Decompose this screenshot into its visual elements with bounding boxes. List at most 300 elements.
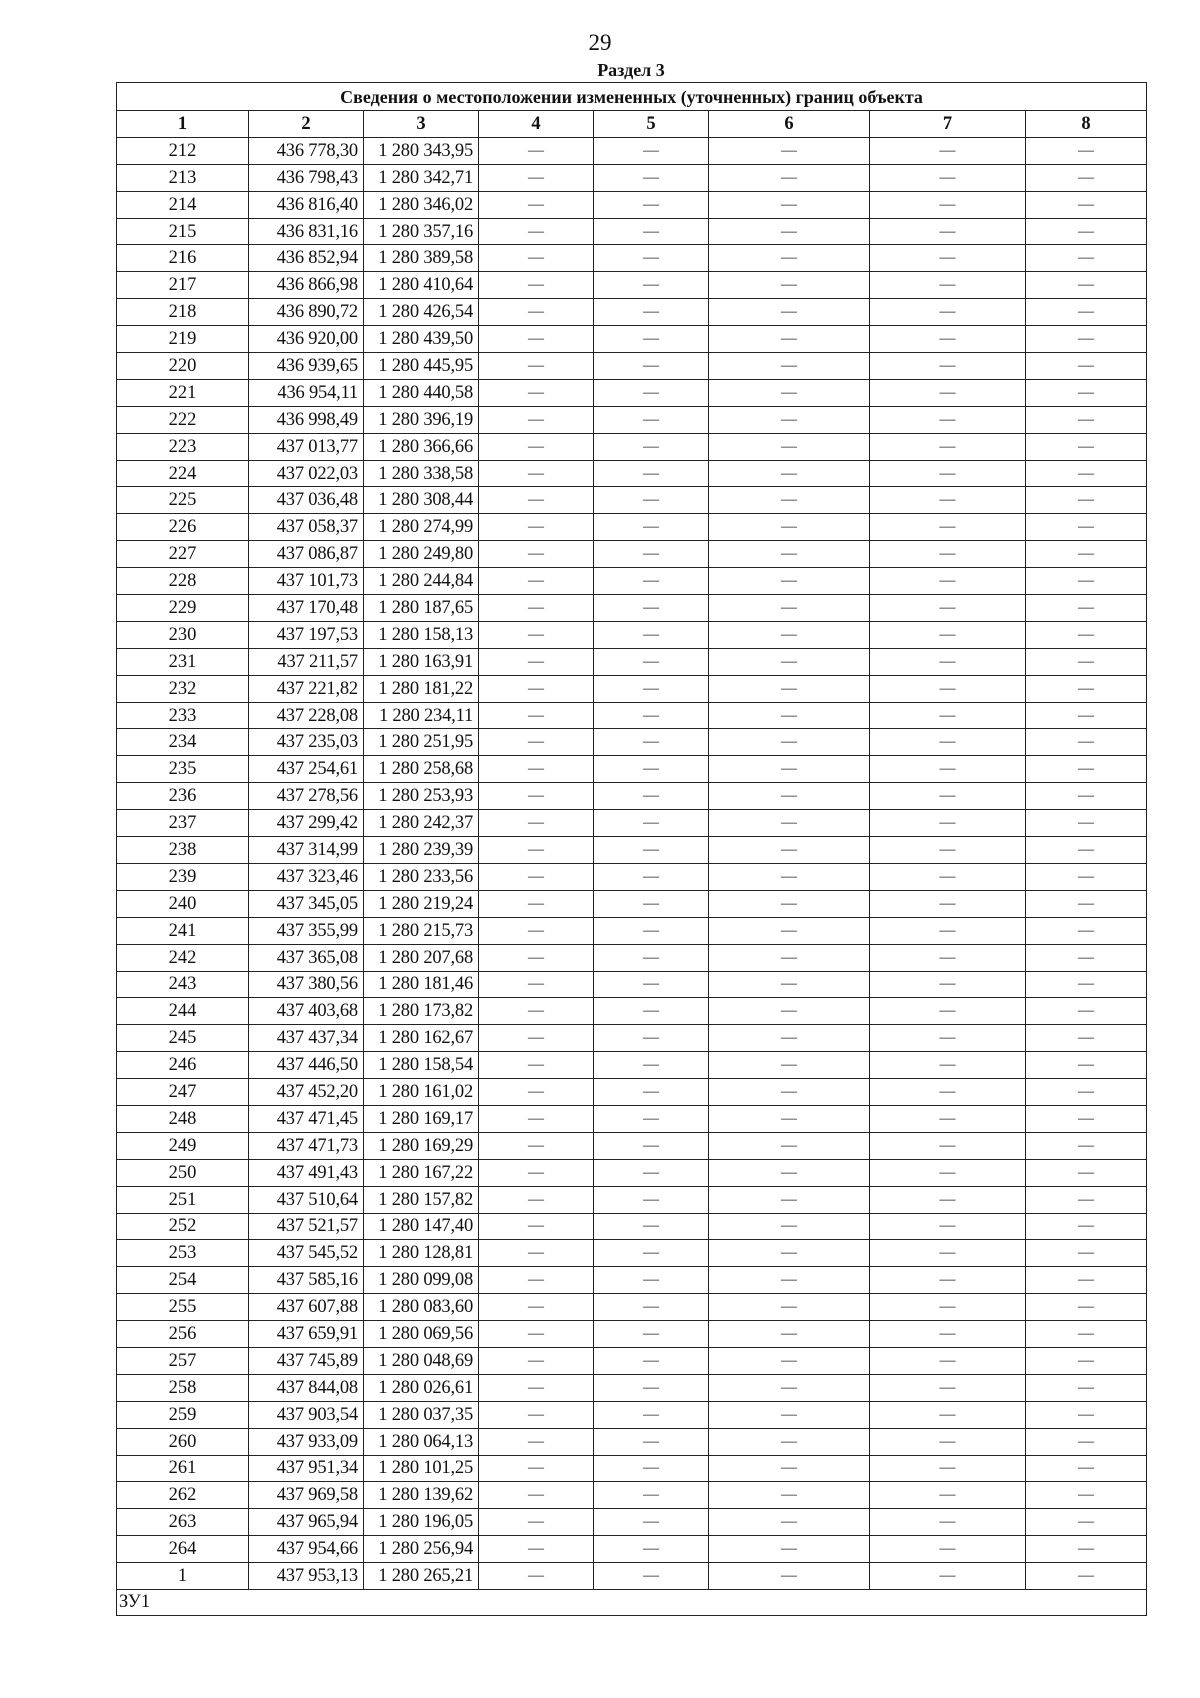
- point-number-cell: 240: [117, 890, 249, 917]
- empty-dash-cell: —: [709, 1294, 870, 1321]
- table-row: [117, 1428, 1147, 1455]
- empty-dash-cell: —: [479, 1347, 594, 1374]
- table-row: [117, 1563, 1147, 1590]
- point-number-cell: 239: [117, 863, 249, 890]
- y-coordinate-cell: 1 280 346,02: [364, 191, 479, 218]
- x-coordinate-cell: 437 844,08: [249, 1374, 364, 1401]
- empty-dash-cell: —: [1026, 756, 1147, 783]
- coordinates-table: [116, 82, 1147, 1616]
- y-coordinate-cell: 1 280 219,24: [364, 890, 479, 917]
- x-coordinate-cell: 437 221,82: [249, 675, 364, 702]
- empty-dash-cell: —: [479, 433, 594, 460]
- table-row: [117, 1536, 1147, 1563]
- empty-dash-cell: —: [594, 1509, 709, 1536]
- table-row: [117, 1213, 1147, 1240]
- table-row: [117, 756, 1147, 783]
- empty-dash-cell: —: [479, 810, 594, 837]
- empty-dash-cell: —: [709, 137, 870, 164]
- x-coordinate-cell: 437 228,08: [249, 702, 364, 729]
- x-coordinate-cell: 436 939,65: [249, 353, 364, 380]
- y-coordinate-cell: 1 280 251,95: [364, 729, 479, 756]
- empty-dash-cell: —: [1026, 1052, 1147, 1079]
- point-number-cell: 233: [117, 702, 249, 729]
- table-row: [117, 1482, 1147, 1509]
- empty-dash-cell: —: [1026, 245, 1147, 272]
- x-coordinate-cell: 437 314,99: [249, 837, 364, 864]
- footer-row: [117, 1589, 1147, 1615]
- empty-dash-cell: —: [870, 487, 1026, 514]
- table-row: [117, 1347, 1147, 1374]
- empty-dash-cell: —: [1026, 1401, 1147, 1428]
- table-row: [117, 783, 1147, 810]
- empty-dash-cell: —: [594, 1159, 709, 1186]
- table-row: [117, 272, 1147, 299]
- x-coordinate-cell: 437 954,66: [249, 1536, 364, 1563]
- y-coordinate-cell: 1 280 187,65: [364, 595, 479, 622]
- empty-dash-cell: —: [1026, 1321, 1147, 1348]
- point-number-cell: 230: [117, 621, 249, 648]
- empty-dash-cell: —: [709, 890, 870, 917]
- empty-dash-cell: —: [594, 379, 709, 406]
- x-coordinate-cell: 436 998,49: [249, 406, 364, 433]
- y-coordinate-cell: 1 280 048,69: [364, 1347, 479, 1374]
- point-number-cell: 263: [117, 1509, 249, 1536]
- empty-dash-cell: —: [870, 756, 1026, 783]
- empty-dash-cell: —: [594, 137, 709, 164]
- column-header: 5: [594, 111, 709, 138]
- y-coordinate-cell: 1 280 396,19: [364, 406, 479, 433]
- point-number-cell: 222: [117, 406, 249, 433]
- y-coordinate-cell: 1 280 158,13: [364, 621, 479, 648]
- empty-dash-cell: —: [479, 164, 594, 191]
- empty-dash-cell: —: [709, 299, 870, 326]
- empty-dash-cell: —: [1026, 1079, 1147, 1106]
- empty-dash-cell: —: [479, 890, 594, 917]
- empty-dash-cell: —: [709, 272, 870, 299]
- table-row: [117, 1240, 1147, 1267]
- empty-dash-cell: —: [870, 1079, 1026, 1106]
- empty-dash-cell: —: [709, 1482, 870, 1509]
- y-coordinate-cell: 1 280 234,11: [364, 702, 479, 729]
- empty-dash-cell: —: [870, 837, 1026, 864]
- empty-dash-cell: —: [870, 1240, 1026, 1267]
- table-row: [117, 568, 1147, 595]
- y-coordinate-cell: 1 280 158,54: [364, 1052, 479, 1079]
- y-coordinate-cell: 1 280 426,54: [364, 299, 479, 326]
- empty-dash-cell: —: [1026, 191, 1147, 218]
- empty-dash-cell: —: [479, 245, 594, 272]
- empty-dash-cell: —: [709, 783, 870, 810]
- y-coordinate-cell: 1 280 181,22: [364, 675, 479, 702]
- empty-dash-cell: —: [594, 998, 709, 1025]
- point-number-cell: 220: [117, 353, 249, 380]
- empty-dash-cell: —: [1026, 1563, 1147, 1590]
- x-coordinate-cell: 437 403,68: [249, 998, 364, 1025]
- empty-dash-cell: —: [1026, 863, 1147, 890]
- empty-dash-cell: —: [479, 1159, 594, 1186]
- table-row: [117, 137, 1147, 164]
- empty-dash-cell: —: [709, 406, 870, 433]
- empty-dash-cell: —: [479, 1321, 594, 1348]
- empty-dash-cell: —: [870, 245, 1026, 272]
- y-coordinate-cell: 1 280 162,67: [364, 1025, 479, 1052]
- y-coordinate-cell: 1 280 064,13: [364, 1428, 479, 1455]
- empty-dash-cell: —: [479, 971, 594, 998]
- x-coordinate-cell: 437 659,91: [249, 1321, 364, 1348]
- x-coordinate-cell: 437 933,09: [249, 1428, 364, 1455]
- x-coordinate-cell: 437 585,16: [249, 1267, 364, 1294]
- column-header: 2: [249, 111, 364, 138]
- empty-dash-cell: —: [479, 1294, 594, 1321]
- empty-dash-cell: —: [594, 1025, 709, 1052]
- empty-dash-cell: —: [870, 1482, 1026, 1509]
- empty-dash-cell: —: [594, 729, 709, 756]
- point-number-cell: 227: [117, 541, 249, 568]
- empty-dash-cell: —: [479, 137, 594, 164]
- empty-dash-cell: —: [709, 460, 870, 487]
- empty-dash-cell: —: [870, 971, 1026, 998]
- empty-dash-cell: —: [1026, 460, 1147, 487]
- empty-dash-cell: —: [1026, 272, 1147, 299]
- x-coordinate-cell: 437 345,05: [249, 890, 364, 917]
- x-coordinate-cell: 437 380,56: [249, 971, 364, 998]
- empty-dash-cell: —: [1026, 1374, 1147, 1401]
- empty-dash-cell: —: [870, 595, 1026, 622]
- empty-dash-cell: —: [1026, 944, 1147, 971]
- empty-dash-cell: —: [870, 810, 1026, 837]
- empty-dash-cell: —: [1026, 1509, 1147, 1536]
- empty-dash-cell: —: [709, 164, 870, 191]
- table-row: [117, 702, 1147, 729]
- table-row: [117, 1321, 1147, 1348]
- empty-dash-cell: —: [870, 433, 1026, 460]
- point-number-cell: 1: [117, 1563, 249, 1590]
- table-row: [117, 648, 1147, 675]
- table-row: [117, 1025, 1147, 1052]
- table-row: [117, 944, 1147, 971]
- y-coordinate-cell: 1 280 357,16: [364, 218, 479, 245]
- y-coordinate-cell: 1 280 069,56: [364, 1321, 479, 1348]
- empty-dash-cell: —: [594, 1240, 709, 1267]
- empty-dash-cell: —: [594, 326, 709, 353]
- table-row: [117, 514, 1147, 541]
- point-number-cell: 260: [117, 1428, 249, 1455]
- empty-dash-cell: —: [870, 998, 1026, 1025]
- point-number-cell: 221: [117, 379, 249, 406]
- empty-dash-cell: —: [870, 1052, 1026, 1079]
- empty-dash-cell: —: [709, 1374, 870, 1401]
- y-coordinate-cell: 1 280 256,94: [364, 1536, 479, 1563]
- empty-dash-cell: —: [594, 917, 709, 944]
- x-coordinate-cell: 437 170,48: [249, 595, 364, 622]
- empty-dash-cell: —: [479, 1186, 594, 1213]
- empty-dash-cell: —: [479, 944, 594, 971]
- empty-dash-cell: —: [594, 863, 709, 890]
- x-coordinate-cell: 437 058,37: [249, 514, 364, 541]
- empty-dash-cell: —: [870, 917, 1026, 944]
- empty-dash-cell: —: [1026, 353, 1147, 380]
- empty-dash-cell: —: [870, 1321, 1026, 1348]
- table-row: [117, 487, 1147, 514]
- empty-dash-cell: —: [479, 1025, 594, 1052]
- empty-dash-cell: —: [1026, 137, 1147, 164]
- empty-dash-cell: —: [709, 326, 870, 353]
- empty-dash-cell: —: [1026, 299, 1147, 326]
- y-coordinate-cell: 1 280 274,99: [364, 514, 479, 541]
- point-number-cell: 245: [117, 1025, 249, 1052]
- point-number-cell: 216: [117, 245, 249, 272]
- table-row: [117, 1401, 1147, 1428]
- empty-dash-cell: —: [870, 702, 1026, 729]
- section-label: Раздел 3: [597, 60, 665, 80]
- empty-dash-cell: —: [709, 1052, 870, 1079]
- empty-dash-cell: —: [479, 568, 594, 595]
- x-coordinate-cell: 436 831,16: [249, 218, 364, 245]
- x-coordinate-cell: 437 969,58: [249, 1482, 364, 1509]
- y-coordinate-cell: 1 280 239,39: [364, 837, 479, 864]
- empty-dash-cell: —: [1026, 379, 1147, 406]
- x-coordinate-cell: 436 954,11: [249, 379, 364, 406]
- point-number-cell: 254: [117, 1267, 249, 1294]
- empty-dash-cell: —: [1026, 406, 1147, 433]
- y-coordinate-cell: 1 280 445,95: [364, 353, 479, 380]
- x-coordinate-cell: 437 452,20: [249, 1079, 364, 1106]
- y-coordinate-cell: 1 280 258,68: [364, 756, 479, 783]
- empty-dash-cell: —: [594, 1563, 709, 1590]
- empty-dash-cell: —: [1026, 1105, 1147, 1132]
- empty-dash-cell: —: [594, 810, 709, 837]
- empty-dash-cell: —: [594, 1374, 709, 1401]
- point-number-cell: 219: [117, 326, 249, 353]
- table-row: [117, 810, 1147, 837]
- empty-dash-cell: —: [479, 1267, 594, 1294]
- table-row: [117, 1105, 1147, 1132]
- empty-dash-cell: —: [1026, 890, 1147, 917]
- empty-dash-cell: —: [594, 1079, 709, 1106]
- empty-dash-cell: —: [709, 568, 870, 595]
- empty-dash-cell: —: [870, 514, 1026, 541]
- empty-dash-cell: —: [594, 1455, 709, 1482]
- point-number-cell: 236: [117, 783, 249, 810]
- empty-dash-cell: —: [870, 1347, 1026, 1374]
- empty-dash-cell: —: [870, 863, 1026, 890]
- empty-dash-cell: —: [709, 1079, 870, 1106]
- table-row: [117, 218, 1147, 245]
- table-row: [117, 675, 1147, 702]
- point-number-cell: 250: [117, 1159, 249, 1186]
- empty-dash-cell: —: [870, 406, 1026, 433]
- empty-dash-cell: —: [709, 514, 870, 541]
- y-coordinate-cell: 1 280 181,46: [364, 971, 479, 998]
- empty-dash-cell: —: [594, 1186, 709, 1213]
- y-coordinate-cell: 1 280 338,58: [364, 460, 479, 487]
- y-coordinate-cell: 1 280 343,95: [364, 137, 479, 164]
- empty-dash-cell: —: [709, 1536, 870, 1563]
- empty-dash-cell: —: [479, 729, 594, 756]
- empty-dash-cell: —: [594, 353, 709, 380]
- y-coordinate-cell: 1 280 308,44: [364, 487, 479, 514]
- point-number-cell: 217: [117, 272, 249, 299]
- empty-dash-cell: —: [870, 1186, 1026, 1213]
- point-number-cell: 238: [117, 837, 249, 864]
- empty-dash-cell: —: [1026, 917, 1147, 944]
- empty-dash-cell: —: [709, 837, 870, 864]
- table-row: [117, 837, 1147, 864]
- y-coordinate-cell: 1 280 244,84: [364, 568, 479, 595]
- empty-dash-cell: —: [1026, 595, 1147, 622]
- table-row: [117, 1159, 1147, 1186]
- empty-dash-cell: —: [709, 998, 870, 1025]
- empty-dash-cell: —: [479, 1374, 594, 1401]
- empty-dash-cell: —: [594, 837, 709, 864]
- empty-dash-cell: —: [709, 1186, 870, 1213]
- x-coordinate-cell: 437 086,87: [249, 541, 364, 568]
- empty-dash-cell: —: [870, 460, 1026, 487]
- column-header: 8: [1026, 111, 1147, 138]
- empty-dash-cell: —: [870, 1428, 1026, 1455]
- empty-dash-cell: —: [479, 702, 594, 729]
- empty-dash-cell: —: [870, 1536, 1026, 1563]
- table-row: [117, 1374, 1147, 1401]
- point-number-cell: 212: [117, 137, 249, 164]
- x-coordinate-cell: 437 365,08: [249, 944, 364, 971]
- empty-dash-cell: —: [1026, 326, 1147, 353]
- column-header: 1: [117, 111, 249, 138]
- empty-dash-cell: —: [479, 514, 594, 541]
- empty-dash-cell: —: [870, 1213, 1026, 1240]
- empty-dash-cell: —: [479, 917, 594, 944]
- x-coordinate-cell: 437 471,45: [249, 1105, 364, 1132]
- point-number-cell: 242: [117, 944, 249, 971]
- y-coordinate-cell: 1 280 167,22: [364, 1159, 479, 1186]
- x-coordinate-cell: 437 254,61: [249, 756, 364, 783]
- empty-dash-cell: —: [870, 1294, 1026, 1321]
- empty-dash-cell: —: [1026, 164, 1147, 191]
- table-row: [117, 406, 1147, 433]
- x-coordinate-cell: 437 022,03: [249, 460, 364, 487]
- y-coordinate-cell: 1 280 128,81: [364, 1240, 479, 1267]
- x-coordinate-cell: 437 607,88: [249, 1294, 364, 1321]
- x-coordinate-cell: 437 437,34: [249, 1025, 364, 1052]
- empty-dash-cell: —: [870, 1374, 1026, 1401]
- y-coordinate-cell: 1 280 026,61: [364, 1374, 479, 1401]
- y-coordinate-cell: 1 280 440,58: [364, 379, 479, 406]
- empty-dash-cell: —: [870, 675, 1026, 702]
- empty-dash-cell: —: [709, 1347, 870, 1374]
- empty-dash-cell: —: [870, 1132, 1026, 1159]
- table-row: [117, 917, 1147, 944]
- table-row: [117, 1186, 1147, 1213]
- y-coordinate-cell: 1 280 139,62: [364, 1482, 479, 1509]
- point-number-cell: 255: [117, 1294, 249, 1321]
- empty-dash-cell: —: [594, 890, 709, 917]
- empty-dash-cell: —: [709, 191, 870, 218]
- empty-dash-cell: —: [479, 379, 594, 406]
- empty-dash-cell: —: [594, 1321, 709, 1348]
- table-row: [117, 729, 1147, 756]
- y-coordinate-cell: 1 280 037,35: [364, 1401, 479, 1428]
- empty-dash-cell: —: [870, 783, 1026, 810]
- table-row: [117, 191, 1147, 218]
- y-coordinate-cell: 1 280 099,08: [364, 1267, 479, 1294]
- point-number-cell: 261: [117, 1455, 249, 1482]
- x-coordinate-cell: 437 951,34: [249, 1455, 364, 1482]
- y-coordinate-cell: 1 280 410,64: [364, 272, 479, 299]
- x-coordinate-cell: 437 491,43: [249, 1159, 364, 1186]
- point-number-cell: 226: [117, 514, 249, 541]
- x-coordinate-cell: 436 816,40: [249, 191, 364, 218]
- empty-dash-cell: —: [870, 379, 1026, 406]
- point-number-cell: 218: [117, 299, 249, 326]
- point-number-cell: 215: [117, 218, 249, 245]
- empty-dash-cell: —: [709, 1509, 870, 1536]
- empty-dash-cell: —: [594, 191, 709, 218]
- empty-dash-cell: —: [870, 1025, 1026, 1052]
- y-coordinate-cell: 1 280 265,21: [364, 1563, 479, 1590]
- empty-dash-cell: —: [709, 648, 870, 675]
- x-coordinate-cell: 437 903,54: [249, 1401, 364, 1428]
- empty-dash-cell: —: [594, 514, 709, 541]
- point-number-cell: 249: [117, 1132, 249, 1159]
- x-coordinate-cell: 437 745,89: [249, 1347, 364, 1374]
- table-title: Сведения о местоположении измененных (уточненных) границ объекта: [117, 83, 1147, 111]
- empty-dash-cell: —: [479, 191, 594, 218]
- column-header: 4: [479, 111, 594, 138]
- page-number: 29: [588, 30, 612, 55]
- empty-dash-cell: —: [1026, 1428, 1147, 1455]
- empty-dash-cell: —: [709, 245, 870, 272]
- empty-dash-cell: —: [479, 487, 594, 514]
- empty-dash-cell: —: [1026, 1240, 1147, 1267]
- point-number-cell: 252: [117, 1213, 249, 1240]
- empty-dash-cell: —: [1026, 218, 1147, 245]
- empty-dash-cell: —: [594, 1052, 709, 1079]
- y-coordinate-cell: 1 280 083,60: [364, 1294, 479, 1321]
- empty-dash-cell: —: [709, 702, 870, 729]
- empty-dash-cell: —: [479, 353, 594, 380]
- empty-dash-cell: —: [1026, 1186, 1147, 1213]
- empty-dash-cell: —: [870, 729, 1026, 756]
- x-coordinate-cell: 437 355,99: [249, 917, 364, 944]
- empty-dash-cell: —: [479, 1105, 594, 1132]
- empty-dash-cell: —: [1026, 648, 1147, 675]
- empty-dash-cell: —: [594, 1428, 709, 1455]
- empty-dash-cell: —: [479, 460, 594, 487]
- empty-dash-cell: —: [594, 218, 709, 245]
- empty-dash-cell: —: [479, 1428, 594, 1455]
- point-number-cell: 225: [117, 487, 249, 514]
- column-header: 3: [364, 111, 479, 138]
- empty-dash-cell: —: [479, 299, 594, 326]
- table-row: [117, 863, 1147, 890]
- empty-dash-cell: —: [479, 1240, 594, 1267]
- empty-dash-cell: —: [1026, 541, 1147, 568]
- point-number-cell: 235: [117, 756, 249, 783]
- point-number-cell: 246: [117, 1052, 249, 1079]
- empty-dash-cell: —: [594, 971, 709, 998]
- empty-dash-cell: —: [594, 487, 709, 514]
- empty-dash-cell: —: [594, 1213, 709, 1240]
- table-row: [117, 379, 1147, 406]
- x-coordinate-cell: 437 510,64: [249, 1186, 364, 1213]
- y-coordinate-cell: 1 280 169,17: [364, 1105, 479, 1132]
- point-number-cell: 224: [117, 460, 249, 487]
- x-coordinate-cell: 436 798,43: [249, 164, 364, 191]
- empty-dash-cell: —: [594, 460, 709, 487]
- empty-dash-cell: —: [479, 1132, 594, 1159]
- empty-dash-cell: —: [870, 191, 1026, 218]
- y-coordinate-cell: 1 280 207,68: [364, 944, 479, 971]
